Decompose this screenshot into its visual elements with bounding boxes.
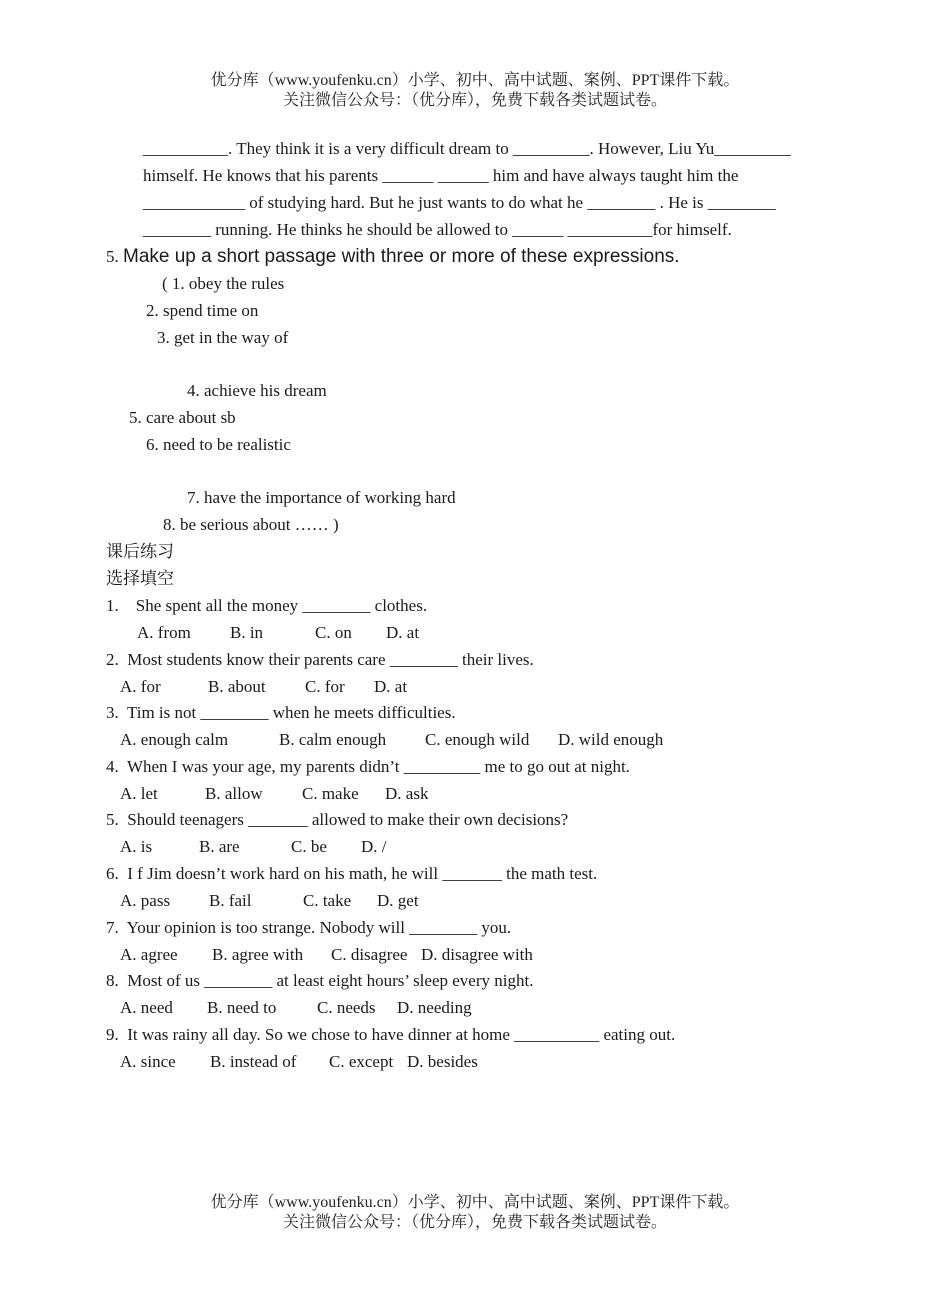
expression-6: 6. need to be realistic [146,435,291,454]
question-3-stem: 3. Tim is not ________ when he meets difficulties. [106,703,456,722]
question-8-stem: 8. Most of us ________ at least eight hours’ sleep every night. [106,971,534,990]
question-1-option-d: D. at [386,623,420,642]
question-2-option-c: C. for [305,677,345,696]
question-3-option-d: D. wild enough [558,730,664,749]
task5-number: 5. [106,247,119,266]
question-7-option-a: A. agree [120,945,178,964]
question-5-option-b: B. are [199,837,240,856]
question-1-option-a: A. from [137,623,191,642]
question-4-option-c: C. make [302,784,359,803]
passage-line-2: himself. He knows that his parents ______ ______ him and have always taught him the [143,166,739,185]
question-5-stem: 5. Should teenagers _______ allowed to make their own decisions? [106,810,569,829]
question-7-option-b: B. agree with [212,945,304,964]
question-6-option-b: B. fail [209,891,252,910]
question-4-option-a: A. let [120,784,158,803]
expression-7: 7. have the importance of working hard [187,488,456,507]
question-8-option-a: A. need [120,998,173,1017]
question-9-stem: 9. It was rainy all day. So we chose to have dinner at home __________ eating out. [106,1025,676,1044]
task5-title: Make up a short passage with three or more of these expressions. [123,246,680,267]
passage-line-1: __________. They think it is a very difficult dream to _________. However, Liu Yu_________ [143,139,791,158]
question-9-option-c: C. except [329,1052,394,1071]
footer-line-1: 优分库（www.youfenku.cn）小学、初中、高中试题、案例、PPT课件下载。 [210,1194,740,1211]
question-5-option-d: D. / [361,837,387,856]
header-line-1: 优分库（www.youfenku.cn）小学、初中、高中试题、案例、PPT课件下载。 [210,72,740,89]
question-8-option-c: C. needs [317,998,376,1017]
footer-line-2: 关注微信公众号：（优分库），免费下载各类试题试卷。 [282,1214,667,1231]
passage-line-3: ____________ of studying hard. But he just wants to do what he ________ . He is ________ [143,193,776,212]
question-6-stem: 6. I f Jim doesn’t work hard on his math, he will _______ the math test. [106,864,598,883]
section-title: 课后练习 [106,542,174,561]
passage-line-4: ________ running. He thinks he should be allowed to ______ __________for himself. [143,220,732,239]
question-6-option-a: A. pass [120,891,171,910]
question-6-option-d: D. get [377,891,419,910]
question-1-option-b: B. in [230,623,264,642]
question-8-option-d: D. needing [397,998,472,1017]
question-4-option-b: B. allow [205,784,263,803]
question-3-option-c: C. enough wild [425,730,530,749]
question-9-option-b: B. instead of [210,1052,297,1071]
task5-heading [106,247,680,267]
question-4-option-d: D. ask [385,784,429,803]
expression-3: 3. get in the way of [157,328,289,347]
header-line-2: 关注微信公众号：（优分库），免费下载各类试题试卷。 [282,92,667,109]
question-1-option-c: C. on [315,623,352,642]
question-7-option-c: C. disagree [331,945,408,964]
question-3-option-a: A. enough calm [120,730,229,749]
question-5-option-c: C. be [291,837,327,856]
expression-4: 4. achieve his dream [187,381,327,400]
question-8-option-b: B. need to [207,998,277,1017]
question-2-option-a: A. for [120,677,161,696]
expression-8: 8. be serious about …… ) [163,515,339,534]
question-1-stem: 1. She spent all the money ________ clothes. [106,596,428,615]
section-subtitle: 选择填空 [106,569,174,588]
question-9-option-a: A. since [120,1052,176,1071]
expression-5: 5. care about sb [129,408,236,427]
question-3-option-b: B. calm enough [279,730,387,749]
question-9-option-d: D. besides [407,1052,478,1071]
question-7-option-d: D. disagree with [421,945,533,964]
question-6-option-c: C. take [303,891,352,910]
question-4-stem: 4. When I was your age, my parents didn’t _________ me to go out at night. [106,757,630,776]
question-2-option-d: D. at [374,677,408,696]
question-5-option-a: A. is [120,837,153,856]
expression-1: ( 1. obey the rules [162,274,285,293]
question-7-stem: 7. Your opinion is too strange. Nobody will ________ you. [106,918,512,937]
question-2-option-b: B. about [208,677,266,696]
question-2-stem: 2. Most students know their parents care ________ their lives. [106,650,534,669]
expression-2: 2. spend time on [146,301,259,320]
